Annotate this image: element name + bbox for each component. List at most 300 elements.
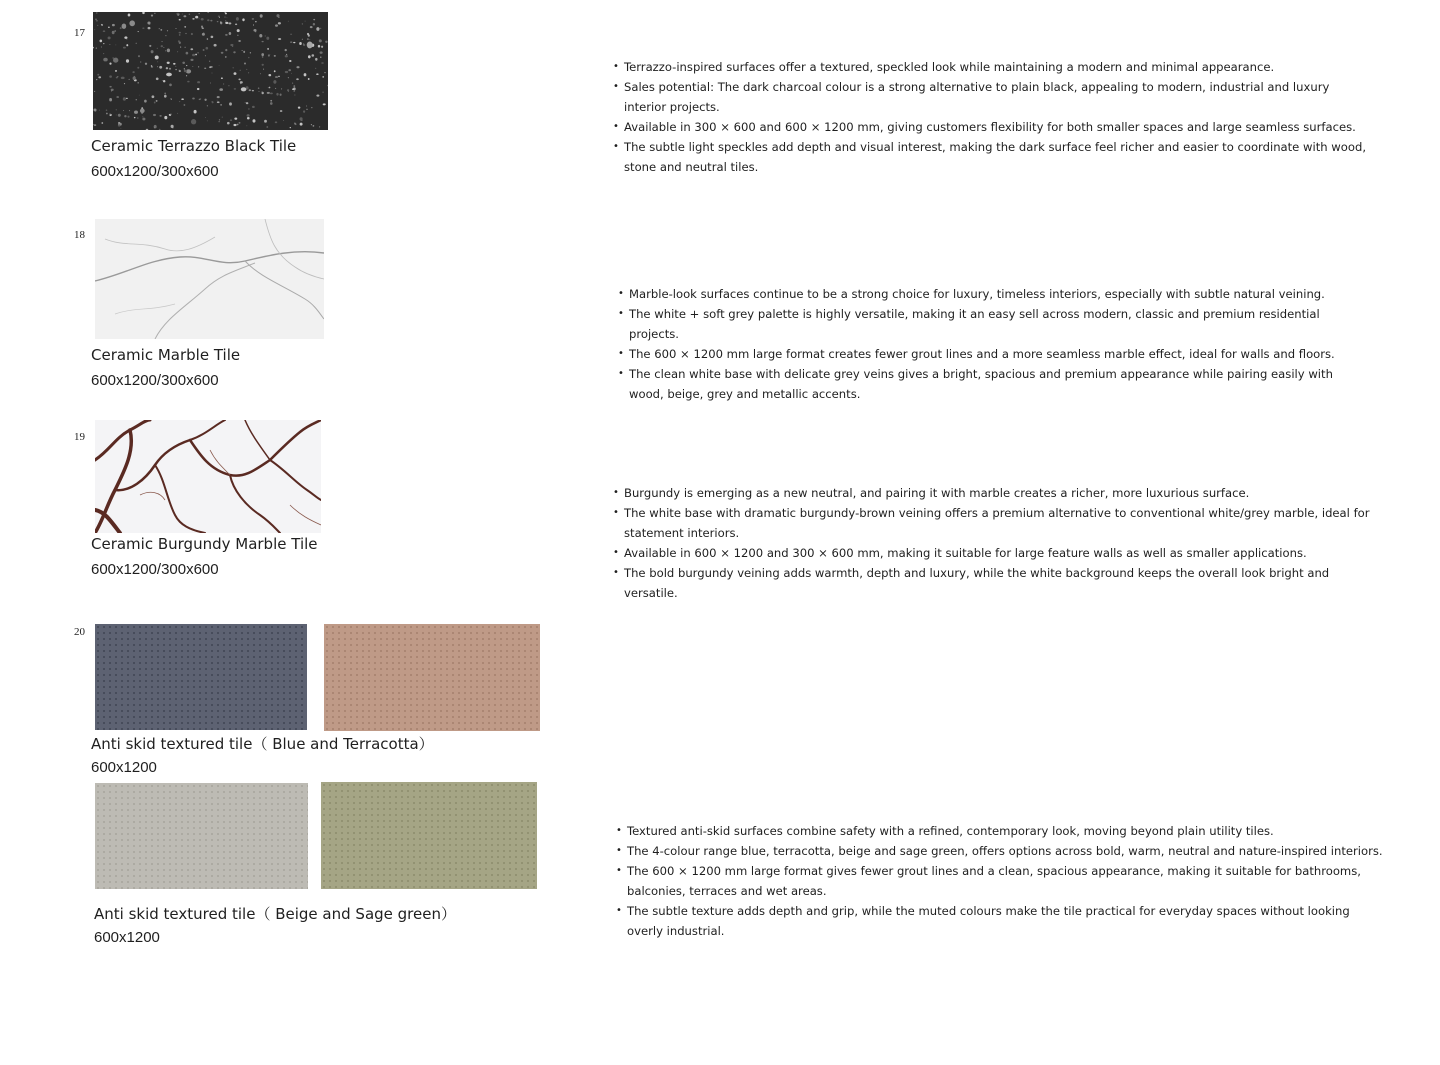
terrazzo-speckle bbox=[266, 37, 269, 40]
bullet-item: • The 4-colour range blue, terracotta, beige and sage green, offers options across bold, warm, neutral and nature-inspired interiors. bbox=[616, 841, 1386, 861]
terrazzo-speckle bbox=[154, 102, 156, 104]
terrazzo-speckle bbox=[294, 123, 295, 124]
bullet-item: • Textured anti-skid surfaces combine safety with a refined, contemporary look, moving beyond plain utility tiles. bbox=[616, 821, 1386, 841]
terrazzo-speckle bbox=[237, 35, 238, 36]
terrazzo-speckle bbox=[207, 19, 209, 21]
terrazzo-speckle bbox=[235, 24, 237, 26]
terrazzo-speckle bbox=[241, 87, 247, 91]
terrazzo-speckle bbox=[154, 127, 155, 128]
terrazzo-speckle bbox=[153, 114, 156, 116]
terrazzo-speckle bbox=[137, 117, 138, 118]
terrazzo-speckle bbox=[194, 110, 197, 114]
terrazzo-speckle bbox=[225, 34, 228, 36]
terrazzo-speckle bbox=[236, 17, 239, 21]
terrazzo-speckle bbox=[299, 42, 302, 45]
terrazzo-speckle bbox=[300, 123, 303, 126]
terrazzo-speckle bbox=[152, 95, 155, 98]
terrazzo-speckle bbox=[99, 110, 100, 111]
terrazzo-speckle bbox=[234, 117, 237, 119]
terrazzo-speckle bbox=[106, 113, 108, 115]
terrazzo-speckle bbox=[276, 14, 279, 17]
terrazzo-speckle bbox=[109, 86, 111, 88]
terrazzo-speckle bbox=[167, 62, 170, 64]
terrazzo-speckle bbox=[237, 29, 240, 32]
terrazzo-speckle bbox=[253, 29, 256, 32]
terrazzo-speckle bbox=[258, 91, 260, 92]
terrazzo-speckle bbox=[244, 63, 246, 65]
terrazzo-speckle bbox=[201, 18, 204, 21]
terrazzo-speckle bbox=[123, 110, 124, 111]
terrazzo-speckle bbox=[233, 51, 235, 53]
terrazzo-speckle bbox=[238, 78, 240, 80]
product-number: 20 bbox=[74, 626, 85, 638]
terrazzo-speckle bbox=[249, 89, 251, 91]
terrazzo-speckle bbox=[137, 82, 139, 83]
terrazzo-speckle bbox=[101, 47, 102, 48]
terrazzo-speckle bbox=[262, 56, 264, 58]
terrazzo-speckle bbox=[311, 54, 314, 56]
terrazzo-speckle bbox=[288, 69, 291, 71]
terrazzo-speckle bbox=[225, 49, 227, 51]
terrazzo-speckle bbox=[275, 88, 276, 89]
terrazzo-speckle bbox=[95, 19, 97, 20]
terrazzo-speckle bbox=[245, 102, 246, 103]
terrazzo-speckle bbox=[134, 76, 135, 77]
terrazzo-speckle bbox=[178, 40, 180, 42]
terrazzo-speckle bbox=[96, 47, 97, 48]
terrazzo-speckle bbox=[307, 41, 313, 48]
terrazzo-speckle bbox=[233, 124, 236, 126]
terrazzo-speckle bbox=[275, 121, 278, 123]
terrazzo-speckle bbox=[288, 77, 289, 78]
terrazzo-speckle bbox=[120, 27, 122, 29]
terrazzo-speckle bbox=[179, 69, 180, 70]
terrazzo-speckle bbox=[160, 29, 162, 30]
terrazzo-speckle bbox=[219, 65, 220, 66]
terrazzo-speckle bbox=[116, 77, 118, 79]
terrazzo-speckle bbox=[240, 81, 243, 83]
terrazzo-speckle bbox=[298, 106, 300, 108]
terrazzo-speckle bbox=[111, 89, 114, 91]
terrazzo-speckle bbox=[225, 20, 226, 21]
terrazzo-speckle bbox=[159, 28, 160, 29]
terrazzo-speckle bbox=[242, 50, 243, 51]
terrazzo-speckle bbox=[278, 38, 281, 40]
bullet-item: • Available in 600 × 1200 and 300 × 600 mm, making it suitable for large feature walls as well as smaller applications. bbox=[613, 543, 1383, 563]
terrazzo-speckle bbox=[163, 47, 164, 48]
terrazzo-speckle bbox=[247, 117, 250, 119]
terrazzo-speckle bbox=[252, 106, 255, 108]
terrazzo-speckle bbox=[197, 88, 200, 90]
terrazzo-speckle bbox=[230, 119, 232, 121]
terrazzo-speckle bbox=[308, 78, 310, 80]
terrazzo-speckle bbox=[205, 55, 206, 56]
terrazzo-speckle bbox=[191, 119, 196, 124]
terrazzo-speckle bbox=[202, 33, 205, 36]
terrazzo-speckle bbox=[186, 52, 189, 55]
terrazzo-speckle bbox=[162, 80, 163, 81]
terrazzo-speckle bbox=[205, 117, 206, 118]
terrazzo-speckle bbox=[223, 84, 224, 85]
terrazzo-speckle bbox=[281, 88, 282, 89]
terrazzo-speckle bbox=[311, 107, 313, 108]
terrazzo-speckle bbox=[101, 24, 103, 26]
terrazzo-speckle bbox=[123, 97, 126, 100]
terrazzo-speckle bbox=[321, 46, 323, 48]
terrazzo-speckle bbox=[210, 20, 212, 22]
product-sizes: 600x1200/300x600 bbox=[91, 163, 219, 180]
terrazzo-speckle bbox=[261, 53, 264, 56]
terrazzo-speckle bbox=[156, 100, 158, 102]
bullet-item: • The white + soft grey palette is highly versatile, making it an easy sell across modern, classic and premium residential projects. bbox=[618, 304, 1358, 344]
terrazzo-speckle bbox=[129, 20, 135, 26]
terrazzo-speckle bbox=[151, 65, 152, 66]
terrazzo-speckle bbox=[133, 76, 136, 80]
terrazzo-speckle bbox=[184, 26, 186, 27]
terrazzo-speckle bbox=[197, 52, 199, 53]
terrazzo-speckle bbox=[278, 22, 281, 24]
terrazzo-speckle bbox=[190, 48, 193, 50]
terrazzo-speckle bbox=[320, 51, 323, 54]
terrazzo-speckle bbox=[138, 31, 139, 32]
terrazzo-speckle bbox=[129, 79, 130, 80]
terrazzo-speckle bbox=[97, 74, 99, 76]
terrazzo-speckle bbox=[182, 62, 185, 64]
terrazzo-speckle bbox=[163, 80, 165, 82]
product-number: 19 bbox=[74, 431, 85, 443]
terrazzo-speckle bbox=[320, 28, 322, 29]
terrazzo-speckle bbox=[127, 116, 129, 118]
terrazzo-speckle bbox=[252, 119, 255, 122]
terrazzo-speckle bbox=[144, 100, 147, 103]
terrazzo-speckle bbox=[142, 118, 145, 121]
terrazzo-speckle bbox=[273, 80, 276, 84]
terrazzo-speckle bbox=[292, 83, 293, 84]
terrazzo-speckle bbox=[166, 67, 168, 69]
terrazzo-speckle bbox=[322, 92, 324, 93]
bullet-item: • Terrazzo-inspired surfaces offer a textured, speckled look while maintaining a modern and minimal appearance. bbox=[613, 57, 1373, 77]
terrazzo-speckle bbox=[248, 108, 250, 109]
terrazzo-speckle bbox=[294, 95, 295, 96]
terrazzo-speckle bbox=[108, 36, 111, 39]
terrazzo-speckle bbox=[270, 93, 273, 95]
terrazzo-speckle bbox=[197, 81, 200, 83]
terrazzo-speckle bbox=[126, 98, 128, 99]
terrazzo-speckle bbox=[207, 38, 209, 40]
terrazzo-speckle bbox=[316, 95, 319, 97]
terrazzo-speckle bbox=[283, 120, 284, 121]
terrazzo-speckle bbox=[217, 101, 220, 103]
terrazzo-speckle bbox=[151, 15, 153, 17]
terrazzo-speckle bbox=[103, 43, 104, 44]
terrazzo-speckle bbox=[118, 122, 120, 123]
product-bullets bbox=[616, 821, 1386, 941]
terrazzo-speckle bbox=[140, 61, 141, 62]
terrazzo-speckle bbox=[161, 41, 163, 42]
product-sizes: 600x1200 bbox=[94, 929, 160, 946]
terrazzo-speckle bbox=[258, 87, 260, 89]
terrazzo-black-tile-image bbox=[93, 12, 328, 130]
terrazzo-speckle bbox=[169, 68, 171, 70]
product-sizes: 600x1200 bbox=[91, 759, 157, 776]
terrazzo-speckle bbox=[275, 76, 278, 78]
terrazzo-speckle bbox=[96, 20, 98, 22]
terrazzo-speckle bbox=[179, 34, 181, 36]
terrazzo-speckle bbox=[306, 106, 307, 107]
terrazzo-speckle bbox=[138, 55, 140, 57]
terrazzo-speckle bbox=[207, 121, 208, 122]
terrazzo-speckle bbox=[177, 51, 178, 52]
terrazzo-speckle bbox=[221, 52, 224, 54]
terrazzo-speckle bbox=[320, 57, 321, 58]
terrazzo-speckle bbox=[315, 58, 317, 61]
terrazzo-speckle bbox=[118, 124, 121, 126]
terrazzo-speckle bbox=[253, 25, 254, 26]
terrazzo-speckle bbox=[250, 52, 251, 54]
terrazzo-speckle bbox=[246, 69, 247, 70]
terrazzo-speckle bbox=[232, 46, 233, 47]
terrazzo-speckle bbox=[268, 87, 269, 88]
burgundy-marble-tile-image bbox=[95, 420, 321, 533]
terrazzo-speckle bbox=[248, 57, 249, 58]
terrazzo-speckle bbox=[103, 30, 106, 32]
terrazzo-speckle bbox=[290, 41, 292, 43]
terrazzo-speckle bbox=[203, 49, 205, 51]
marble-tile-image bbox=[95, 219, 324, 339]
terrazzo-speckle bbox=[325, 41, 328, 43]
terrazzo-speckle bbox=[115, 45, 116, 46]
terrazzo-speckle bbox=[109, 113, 110, 114]
product-bullets bbox=[613, 483, 1383, 603]
terrazzo-speckle bbox=[243, 51, 245, 53]
terrazzo-speckle bbox=[303, 110, 305, 112]
terrazzo-speckle bbox=[211, 101, 212, 102]
terrazzo-speckle bbox=[186, 75, 187, 76]
terrazzo-speckle bbox=[296, 66, 299, 68]
product-name: Anti skid textured tile（ Blue and Terracotta） bbox=[91, 735, 434, 753]
terrazzo-speckle bbox=[210, 83, 211, 84]
terrazzo-speckle bbox=[222, 117, 223, 118]
bullet-item: • The bold burgundy veining adds warmth, depth and luxury, while the white background keeps the overall look bright and versatile. bbox=[613, 563, 1383, 603]
terrazzo-speckle bbox=[316, 73, 319, 75]
terrazzo-speckle bbox=[164, 92, 166, 94]
terrazzo-speckle bbox=[290, 34, 292, 35]
terrazzo-speckle bbox=[305, 21, 306, 22]
terrazzo-speckle bbox=[116, 114, 117, 115]
terrazzo-speckle bbox=[192, 54, 195, 57]
terrazzo-speckle bbox=[154, 13, 155, 14]
terrazzo-speckle bbox=[157, 48, 158, 49]
terrazzo-speckle bbox=[286, 54, 287, 55]
terrazzo-speckle bbox=[182, 13, 183, 14]
terrazzo-speckle bbox=[195, 54, 197, 56]
terrazzo-speckle bbox=[149, 45, 151, 47]
terrazzo-speckle bbox=[276, 93, 278, 96]
blue-tile-image bbox=[95, 624, 307, 730]
terrazzo-speckle bbox=[242, 18, 244, 21]
terrazzo-speckle bbox=[217, 96, 220, 98]
terrazzo-speckle bbox=[157, 61, 158, 62]
terrazzo-speckle bbox=[126, 39, 127, 40]
terrazzo-speckle bbox=[94, 124, 97, 126]
terrazzo-speckle bbox=[175, 69, 177, 70]
terrazzo-speckle bbox=[234, 88, 236, 90]
terrazzo-speckle bbox=[103, 58, 107, 62]
product-sizes: 600x1200/300x600 bbox=[91, 372, 219, 389]
terrazzo-speckle bbox=[285, 49, 287, 51]
terrazzo-speckle bbox=[142, 116, 143, 117]
terrazzo-speckle bbox=[114, 30, 116, 32]
terrazzo-speckle bbox=[184, 70, 187, 73]
terrazzo-speckle bbox=[220, 22, 221, 23]
terrazzo-speckle bbox=[167, 49, 170, 53]
terrazzo-speckle bbox=[288, 21, 289, 22]
terrazzo-speckle bbox=[177, 113, 178, 114]
terrazzo-speckle bbox=[111, 91, 112, 92]
terrazzo-speckle bbox=[184, 47, 185, 48]
terrazzo-speckle bbox=[151, 50, 154, 53]
terrazzo-speckle bbox=[192, 18, 194, 20]
terrazzo-speckle bbox=[201, 26, 203, 28]
sage-green-tile-image bbox=[321, 782, 537, 889]
terrazzo-speckle bbox=[145, 63, 147, 65]
terrazzo-speckle bbox=[190, 59, 193, 61]
terrazzo-speckle bbox=[199, 13, 200, 14]
terrazzo-speckle bbox=[303, 43, 304, 45]
terrazzo-speckle bbox=[238, 40, 241, 42]
terrazzo-speckle bbox=[285, 71, 288, 73]
terrazzo-speckle bbox=[270, 100, 272, 102]
terrazzo-speckle bbox=[220, 104, 222, 106]
terrazzo-speckle bbox=[169, 84, 172, 87]
terrazzo-speckle bbox=[274, 55, 276, 57]
terrazzo-speckle bbox=[311, 124, 312, 125]
terrazzo-speckle bbox=[207, 105, 208, 107]
terrazzo-speckle bbox=[214, 44, 217, 47]
terrazzo-speckle bbox=[170, 114, 171, 115]
terrazzo-speckle bbox=[185, 33, 187, 34]
terrazzo-speckle bbox=[128, 14, 131, 17]
terrazzo-speckle bbox=[293, 42, 295, 43]
terrazzo-speckle bbox=[270, 102, 273, 105]
terrazzo-speckle bbox=[98, 76, 101, 78]
terrazzo-speckle bbox=[106, 110, 108, 111]
terrazzo-speckle bbox=[219, 121, 220, 122]
terrazzo-speckle bbox=[246, 102, 249, 104]
terrazzo-speckle bbox=[132, 71, 134, 73]
terrazzo-speckle bbox=[324, 72, 325, 73]
terrazzo-speckle bbox=[237, 124, 239, 126]
terrazzo-speckle bbox=[229, 102, 232, 105]
terrazzo-speckle bbox=[165, 51, 166, 52]
bullet-item: • The subtle light speckles add depth and visual interest, making the dark surface feel richer and easier to coordinate with wood, stone and neutral tiles. bbox=[613, 137, 1373, 177]
terrazzo-speckle bbox=[264, 120, 267, 123]
terrazzo-speckle bbox=[274, 70, 276, 72]
terrazzo-speckle bbox=[304, 73, 307, 76]
terrazzo-speckle bbox=[96, 12, 98, 13]
terrazzo-speckle bbox=[248, 73, 249, 74]
terrazzo-speckle bbox=[262, 41, 264, 42]
terrazzo-speckle bbox=[247, 114, 250, 117]
terrazzo-speckle bbox=[136, 43, 137, 44]
terrazzo-speckle bbox=[166, 73, 172, 77]
terrazzo-speckle bbox=[204, 68, 206, 69]
terrazzo-speckle bbox=[261, 92, 262, 93]
terrazzo-speckle bbox=[120, 128, 121, 129]
terrazzo-speckle bbox=[268, 54, 270, 56]
terrazzo-speckle bbox=[118, 114, 121, 117]
terrazzo-speckle bbox=[225, 56, 227, 57]
terrazzo-speckle bbox=[164, 95, 167, 98]
terrazzo-speckle bbox=[191, 33, 193, 35]
terrazzo-speckle bbox=[122, 23, 127, 28]
terrazzo-speckle bbox=[212, 72, 213, 73]
terrazzo-speckle bbox=[136, 99, 137, 100]
terrazzo-speckle bbox=[179, 32, 182, 34]
terrazzo-speckle bbox=[268, 74, 271, 76]
terrazzo-speckle bbox=[307, 33, 309, 35]
terrazzo-speckle bbox=[275, 24, 278, 26]
terrazzo-speckle bbox=[137, 67, 139, 69]
terrazzo-speckle bbox=[246, 125, 247, 126]
terrazzo-speckle bbox=[198, 66, 199, 67]
terrazzo-speckle bbox=[310, 26, 313, 28]
terrazzo-speckle bbox=[218, 15, 220, 17]
terrazzo-speckle bbox=[228, 22, 231, 24]
product-number: 17 bbox=[74, 27, 85, 39]
terrazzo-speckle bbox=[103, 53, 104, 54]
terrazzo-speckle bbox=[109, 62, 111, 64]
terrazzo-speckle bbox=[171, 125, 174, 128]
terrazzo-speckle bbox=[221, 77, 223, 79]
terrazzo-speckle bbox=[280, 110, 283, 112]
terrazzo-speckle bbox=[204, 99, 206, 101]
product-sizes: 600x1200/300x600 bbox=[91, 561, 219, 578]
terrazzo-speckle bbox=[252, 18, 255, 20]
terrazzo-speckle bbox=[316, 27, 319, 31]
terrazzo-speckle bbox=[287, 89, 289, 91]
terrazzo-speckle bbox=[219, 88, 223, 91]
bullet-item: • Available in 300 × 600 and 600 × 1200 mm, giving customers flexibility for both smaller spaces and large seamless surfaces. bbox=[613, 117, 1373, 137]
terrazzo-speckle bbox=[225, 13, 227, 15]
terrazzo-speckle bbox=[94, 109, 97, 112]
terrazzo-speckle bbox=[308, 55, 311, 58]
terrazzo-speckle bbox=[226, 17, 227, 18]
terracotta-tile-image bbox=[324, 624, 540, 731]
terrazzo-speckle bbox=[267, 48, 269, 50]
terrazzo-speckle bbox=[260, 73, 261, 74]
terrazzo-speckle bbox=[148, 27, 151, 29]
terrazzo-speckle bbox=[262, 64, 264, 66]
product-name: Ceramic Terrazzo Black Tile bbox=[91, 137, 297, 155]
terrazzo-speckle bbox=[266, 126, 268, 128]
product-bullets bbox=[613, 57, 1373, 177]
terrazzo-speckle bbox=[252, 90, 254, 92]
terrazzo-speckle bbox=[228, 85, 230, 86]
terrazzo-speckle bbox=[315, 68, 316, 69]
terrazzo-speckle bbox=[175, 28, 176, 29]
terrazzo-speckle bbox=[124, 83, 125, 84]
terrazzo-speckle bbox=[278, 76, 280, 78]
terrazzo-speckle bbox=[175, 66, 176, 67]
terrazzo-speckle bbox=[300, 117, 303, 120]
terrazzo-speckle bbox=[293, 90, 295, 92]
terrazzo-speckle bbox=[109, 98, 112, 101]
terrazzo-speckle bbox=[126, 44, 128, 46]
terrazzo-speckle bbox=[94, 91, 95, 92]
terrazzo-speckle bbox=[267, 92, 270, 94]
terrazzo-speckle bbox=[323, 103, 326, 105]
